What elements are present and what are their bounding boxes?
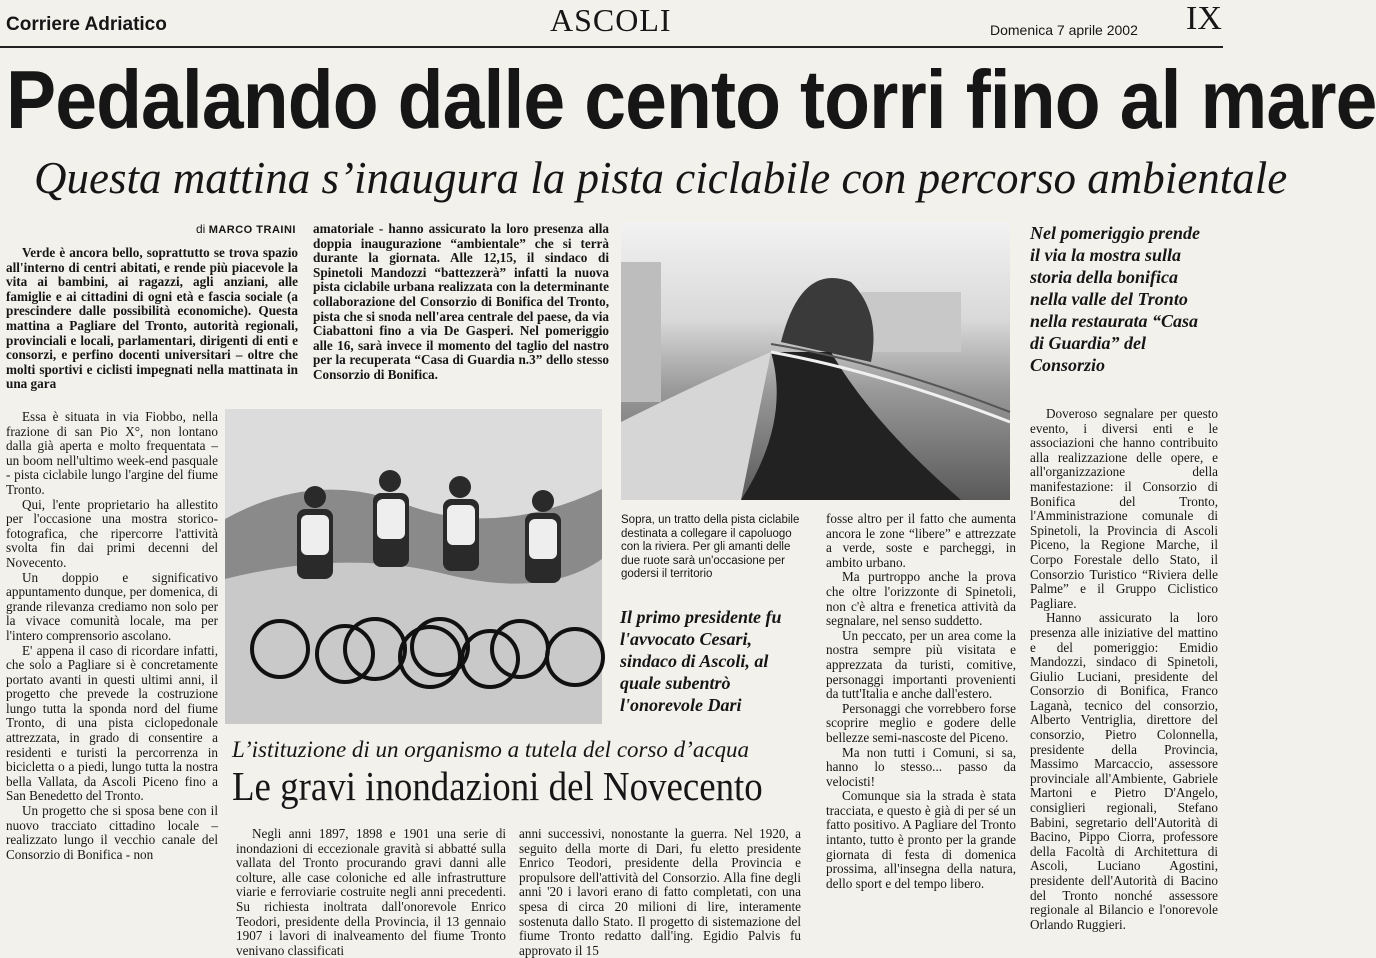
cyclists-illustration [225, 409, 602, 724]
col1-paragraph: Un doppio e significativo appuntamento dunque, per domenica, di grande rilevanza crediamo non solo per la vivace comunità locale, ma per l'intero comprensorio ascolano. [6, 569, 218, 643]
col3-paragraph: fosse altro per il fatto che aumenta ancora le zone “libere” e attrezzate a verde, soste e parcheggi, in ambito urbano. [826, 511, 1016, 570]
lead-cont-text: amatoriale - hanno assicurato la loro presenza alla doppia inaugurazione “ambientale” che si terrà durante la giornata. Alle 12,15, il sindaco di Spinetoli Mandozzi “battezzerà” infatti la nuova pista ciclabile urbana realizzata con la determinante collaborazione del Consorzio di Bonifica del Tronto, pista che si snoda nell'area centrale del paese, da via Ciabattoni fino a via De Gasperi. Nel pomeriggio alle 16, sarà invece il momento del taglio del nastro per la recuperata “Casa di Guardia n.3” dello stesso Consorzio di Bonifica. [313, 221, 609, 382]
section-title: ASCOLI [550, 2, 672, 38]
page-number: IX [1186, 0, 1222, 37]
col1-paragraph: Qui, l'ente proprietario ha allestito per l'occasione una mostra storico-fotografica, che ripercorre l'attività svolta fin dai primi decenni del Novecento. [6, 496, 218, 570]
article-column-3 [826, 512, 1016, 891]
bike-path-photo [621, 222, 1010, 500]
article-column-4 [1030, 407, 1218, 932]
byline [196, 222, 296, 236]
sidebar-headline: Le gravi inondazioni del Novecento [232, 763, 763, 809]
article-headline: Pedalando dalle cento torri fino al mare [6, 53, 1376, 146]
masthead-rule [0, 46, 1223, 48]
lead-paragraph [6, 246, 298, 392]
sidebar-text-a: Negli anni 1897, 1898 e 1901 una serie di inondazioni di eccezionale gravità si abbatté sulla vallata del Tronto procurando gravi danni alle colture, alle case coloniche ed alle infrastrutture viarie e ferroviarie costruite negli anni precedenti. Su richiesta inoltrata dall'onorevole Enrico Teodori, presidente della Provincia, il 13 gennaio 1907 i lavori di inalveamento del fiume Tronto venivano classificati [236, 826, 506, 958]
col4-paragraph: Doveroso segnalare per questo evento, i diversi enti e le associazioni che hanno contribuito alla realizzazione delle opere, e all'organizzazione della manifestazione: il Consorzio di Bonifica del Tronto, l'Amministrazione comunale di Spinetoli, la Provincia di Ascoli Piceno, la Regione Marche, il Corpo Forestale dello Stato, il Consorzio Turistico “Riviera delle Palme” e il Gruppo Ciclistico Pagliare. [1030, 406, 1218, 611]
col4-paragraph: Hanno assicurato la loro presenza alle iniziative del mattino e del pomeriggio: Emidio Mandozzi, sindaco di Spinetoli, Giulio Luciani, presidente del Consorzio di Bonifica, Franco Laganà, tecnico del consorzio, Alberto Ventriglia, direttore del consorzio, Pietro Colonnella, presidente della Provincia, Massimo Marcaccio, assessore provinciale all'Ambiente, Gabriele Martoni e Pietro D'Angelo, consiglieri regionali, Stefano Babini, segretario dell'Autorità di Bacino, Pippo Ciorra, professore della Facoltà di Architettura di Ascoli, Luciano Agostini, presidente dell'Autorità di Bacino del Tronto nonché assessore regionale al Bilancio e l'onorevole Orlando Ruggieri. [1030, 610, 1218, 932]
newspaper-name: Corriere Adriatico [6, 14, 167, 35]
col3-paragraph: Personaggi che vorrebbero forse scoprire meglio e godere delle bellezze semi-nascoste del Piceno. [826, 700, 1016, 745]
author-name: MARCO TRAINI [208, 224, 296, 236]
col1-paragraph: Essa è situata in via Fiobbo, nella frazione di san Pio X°, non lontano dalla già aperta e molto frequentata – un boom nell'ultimo week-end pasquale - pista ciclabile lungo l'argine del fiume Tronto. [6, 409, 218, 497]
article-column-1 [6, 410, 218, 862]
photo-caption: Sopra, un tratto della pista ciclabile destinata a collegare il capoluogo con la riviera. Per gli amanti delle due ruote sarà un'occasione per godersi il territorio [621, 514, 800, 580]
col1-paragraph: Un progetto che si sposa bene con il nuovo tracciato cittadino locale – realizzato lungo il vecchio canale del Consorzio di Bonifica - non [6, 803, 218, 862]
pullquote-right: Nel pomeriggio prende il via la mostra sulla storia della bonifica nella valle del Tronto nella restaurata “Casa di Guardia” del Consorzio [1030, 223, 1200, 375]
sidebar-text-b: anni successivi, nonostante la guerra. Nel 1920, a seguito della morte di Dari, fu eletto presidente Enrico Teodori, presidente della Provincia e propulsore dell'attività del Consorzio. Alla fine degli anni '20 i lavori erano di fatto completati, con una spesa di circa 20 milioni di lire, interamente sostenuta dallo Stato. Il progetto di sistemazione del fiume Tronto redatto dall'ing. Egidio Palvis fu approvato il 15 [519, 826, 801, 958]
col3-paragraph: Un peccato, per un area come la nostra sempre più visitata e apprezzata da turisti, comitive, personaggi importanti provenienti da tutt'Italia e anche dall'estero. [826, 627, 1016, 702]
col3-paragraph: Comunque sia la strada è stata tracciata, e questo è già di per sé un fatto positivo. A Pagliare del Tronto intanto, tutto è pronto per la grande giornata di festa di domenica prossima, all'insegna della natura, dello sport e del tempo libero. [826, 788, 1016, 891]
sidebar-column-b [519, 826, 801, 958]
sidebar-quote: Il primo presidente fu l'avvocato Cesari, sindaco di Ascoli, al quale subentrò l'onorevole Dari [620, 607, 782, 715]
article-subheadline: Questa mattina s’inaugura la pista ciclabile con percorso ambientale [34, 153, 1288, 203]
sidebar-kicker: L’istituzione di un organismo a tutela del corso d’acqua [232, 737, 750, 762]
issue-date: Domenica 7 aprile 2002 [990, 22, 1138, 38]
col3-paragraph: Ma non tutti i Comuni, si sa, hanno lo stesso... passo da velocisti! [826, 744, 1016, 789]
col3-paragraph: Ma purtroppo anche la prova che oltre l'orizzonte di Spinetoli, non c'è altra e frenetica attività da segnalare, nel senso suddetto. [826, 569, 1016, 629]
byline-prefix: di [196, 222, 206, 236]
cyclists-photo [225, 409, 602, 724]
bike-path-illustration [621, 222, 1010, 500]
lead-text: Verde è ancora bello, soprattutto se trova spazio all'interno di centri abitati, e rende più piacevole la vita ai bambini, ai ragazzi, agli anziani, alle famiglie e ai cittadini di ogni età e fascia sociale (a prescindere dalle possibilità economiche). Questa mattina a Pagliare del Tronto, autorità regionali, provinciali e locali, parlamentari, dirigenti di enti e consorzi, e perfino docenti universitari – oltre che molti sportivi e ciclisti impegnati nella mattinata in una gara [6, 245, 298, 392]
sidebar-column-a [236, 826, 506, 958]
lead-continuation [313, 222, 609, 383]
col1-paragraph: E' appena il caso di ricordare infatti, che solo a Pagliare si è concretamente portato avanti in questi ultimi anni, il progetto che prevede la costruzione lungo tutta la sponda nord del fiume Tronto, di una pista ciclopedonale attrezzata, in grado di consentire a residenti e turisti la percorrenza in bicicletta o a piedi, lungo tutta la nostra bella Vallata, da Ascoli Piceno fino a San Benedetto del Tronto. [6, 642, 218, 804]
